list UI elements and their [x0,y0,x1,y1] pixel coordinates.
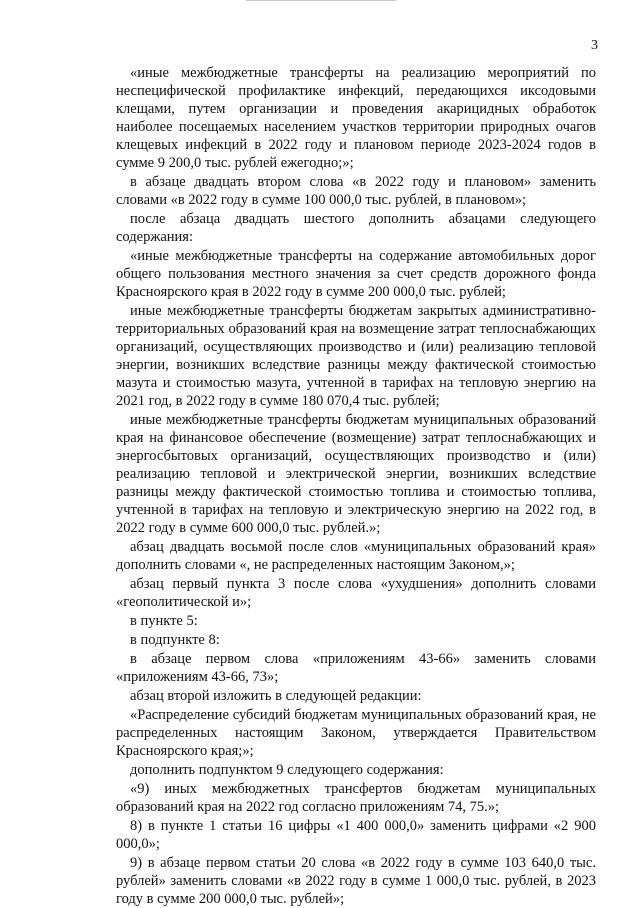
paragraph-5: иные межбюджетные трансферты бюджетам закрытых административно-территориальных образований края на возмещение затрат теплоснабжающих организаций, осуществляющих производство и (или) реализацию тепловой энергии, возникших вследствие разницы между фактической стоимостью мазута и стоимостью мазута, учтенной в тарифах на тепловую энергию на 2021 год, в 2022 году в сумме 180 070,4 тыс. рублей; [116,303,596,409]
paragraph-8: абзац первый пункта 3 после слова «ухудшения» дополнить словами «геополитической и»; [116,576,596,610]
paragraph-10: в подпункте 8: [130,632,220,648]
paragraph-3: после абзаца двадцать шестого дополнить абзацами следующего содержания: [116,211,596,245]
top-edge-mark [246,0,396,1]
paragraph-11: в абзаце первом слова «приложениям 43-66» заменить словами «приложениям 43-66, 73»; [116,651,596,685]
paragraph-4: «иные межбюджетные трансферты на содержание автомобильных дорог общего пользования местного значения за счет средств дорожного фонда Красноярского края в 2022 году в сумме 200 000,0 тыс. рублей; [116,248,596,300]
paragraph-2: в абзаце двадцать втором слова «в 2022 году и плановом» заменить словами «в 2022 году в сумме 100 000,0 тыс. рублей, в плановом»; [116,174,596,208]
paragraph-13: «Распределение субсидий бюджетам муниципальных образований края, не распределенных настоящим Законом, утверждается Правительством Красноярского края;»; [116,707,596,759]
paragraph-15: «9) иных межбюджетных трансфертов бюджетам муниципальных образований края на 2022 год согласно приложениям 74, 75.»; [116,781,596,815]
paragraph-17: 9) в абзаце первом статьи 20 слова «в 2022 году в сумме 103 640,0 тыс. рублей» заменить словами «в 2022 году в сумме 1 000,0 тыс. рублей, в 2023 году в сумме 200 000,0 тыс. рублей»; [116,855,596,907]
paragraph-1: «иные межбюджетные трансферты на реализацию мероприятий по неспецифической профилактике инфекций, передающихся иксодовыми клещами, путем организации и проведения акарицидных обработок наиболее посещаемых населением участков территории природных очагов клещевых инфекций в 2022 году и плановом периоде 2023-2024 годов в сумме 9 200,0 тыс. рублей ежегодно;»; [116,65,596,171]
paragraph-9: в пункте 5: [130,613,198,629]
paragraph-6: иные межбюджетные трансферты бюджетам муниципальных образований края на финансовое обеспечение (возмещение) затрат теплоснабжающих и энергосбытовых организаций, осуществляющих производство и (или) реализацию тепловой и электрической энергии, возникших вследствие разницы между фактической стоимостью топлива и стоимостью топлива, учтенной в тарифах на тепловую и электрическую энергию на 2022 год, в 2022 году в сумме 600 000,0 тыс. рублей.»; [116,412,596,536]
paragraph-7: абзац двадцать восьмой после слов «муниципальных образований края» дополнить словами «, не распределенных настоящим Законом,»; [116,539,596,573]
page-number: 3 [591,38,598,53]
paragraph-14: дополнить подпунктом 9 следующего содержания: [130,762,444,778]
paragraph-12: абзац второй изложить в следующей редакции: [130,688,422,704]
paragraph-16: 8) в пункте 1 статьи 16 цифры «1 400 000,0» заменить цифрами «2 900 000,0»; [116,818,596,852]
document-body [116,64,596,908]
